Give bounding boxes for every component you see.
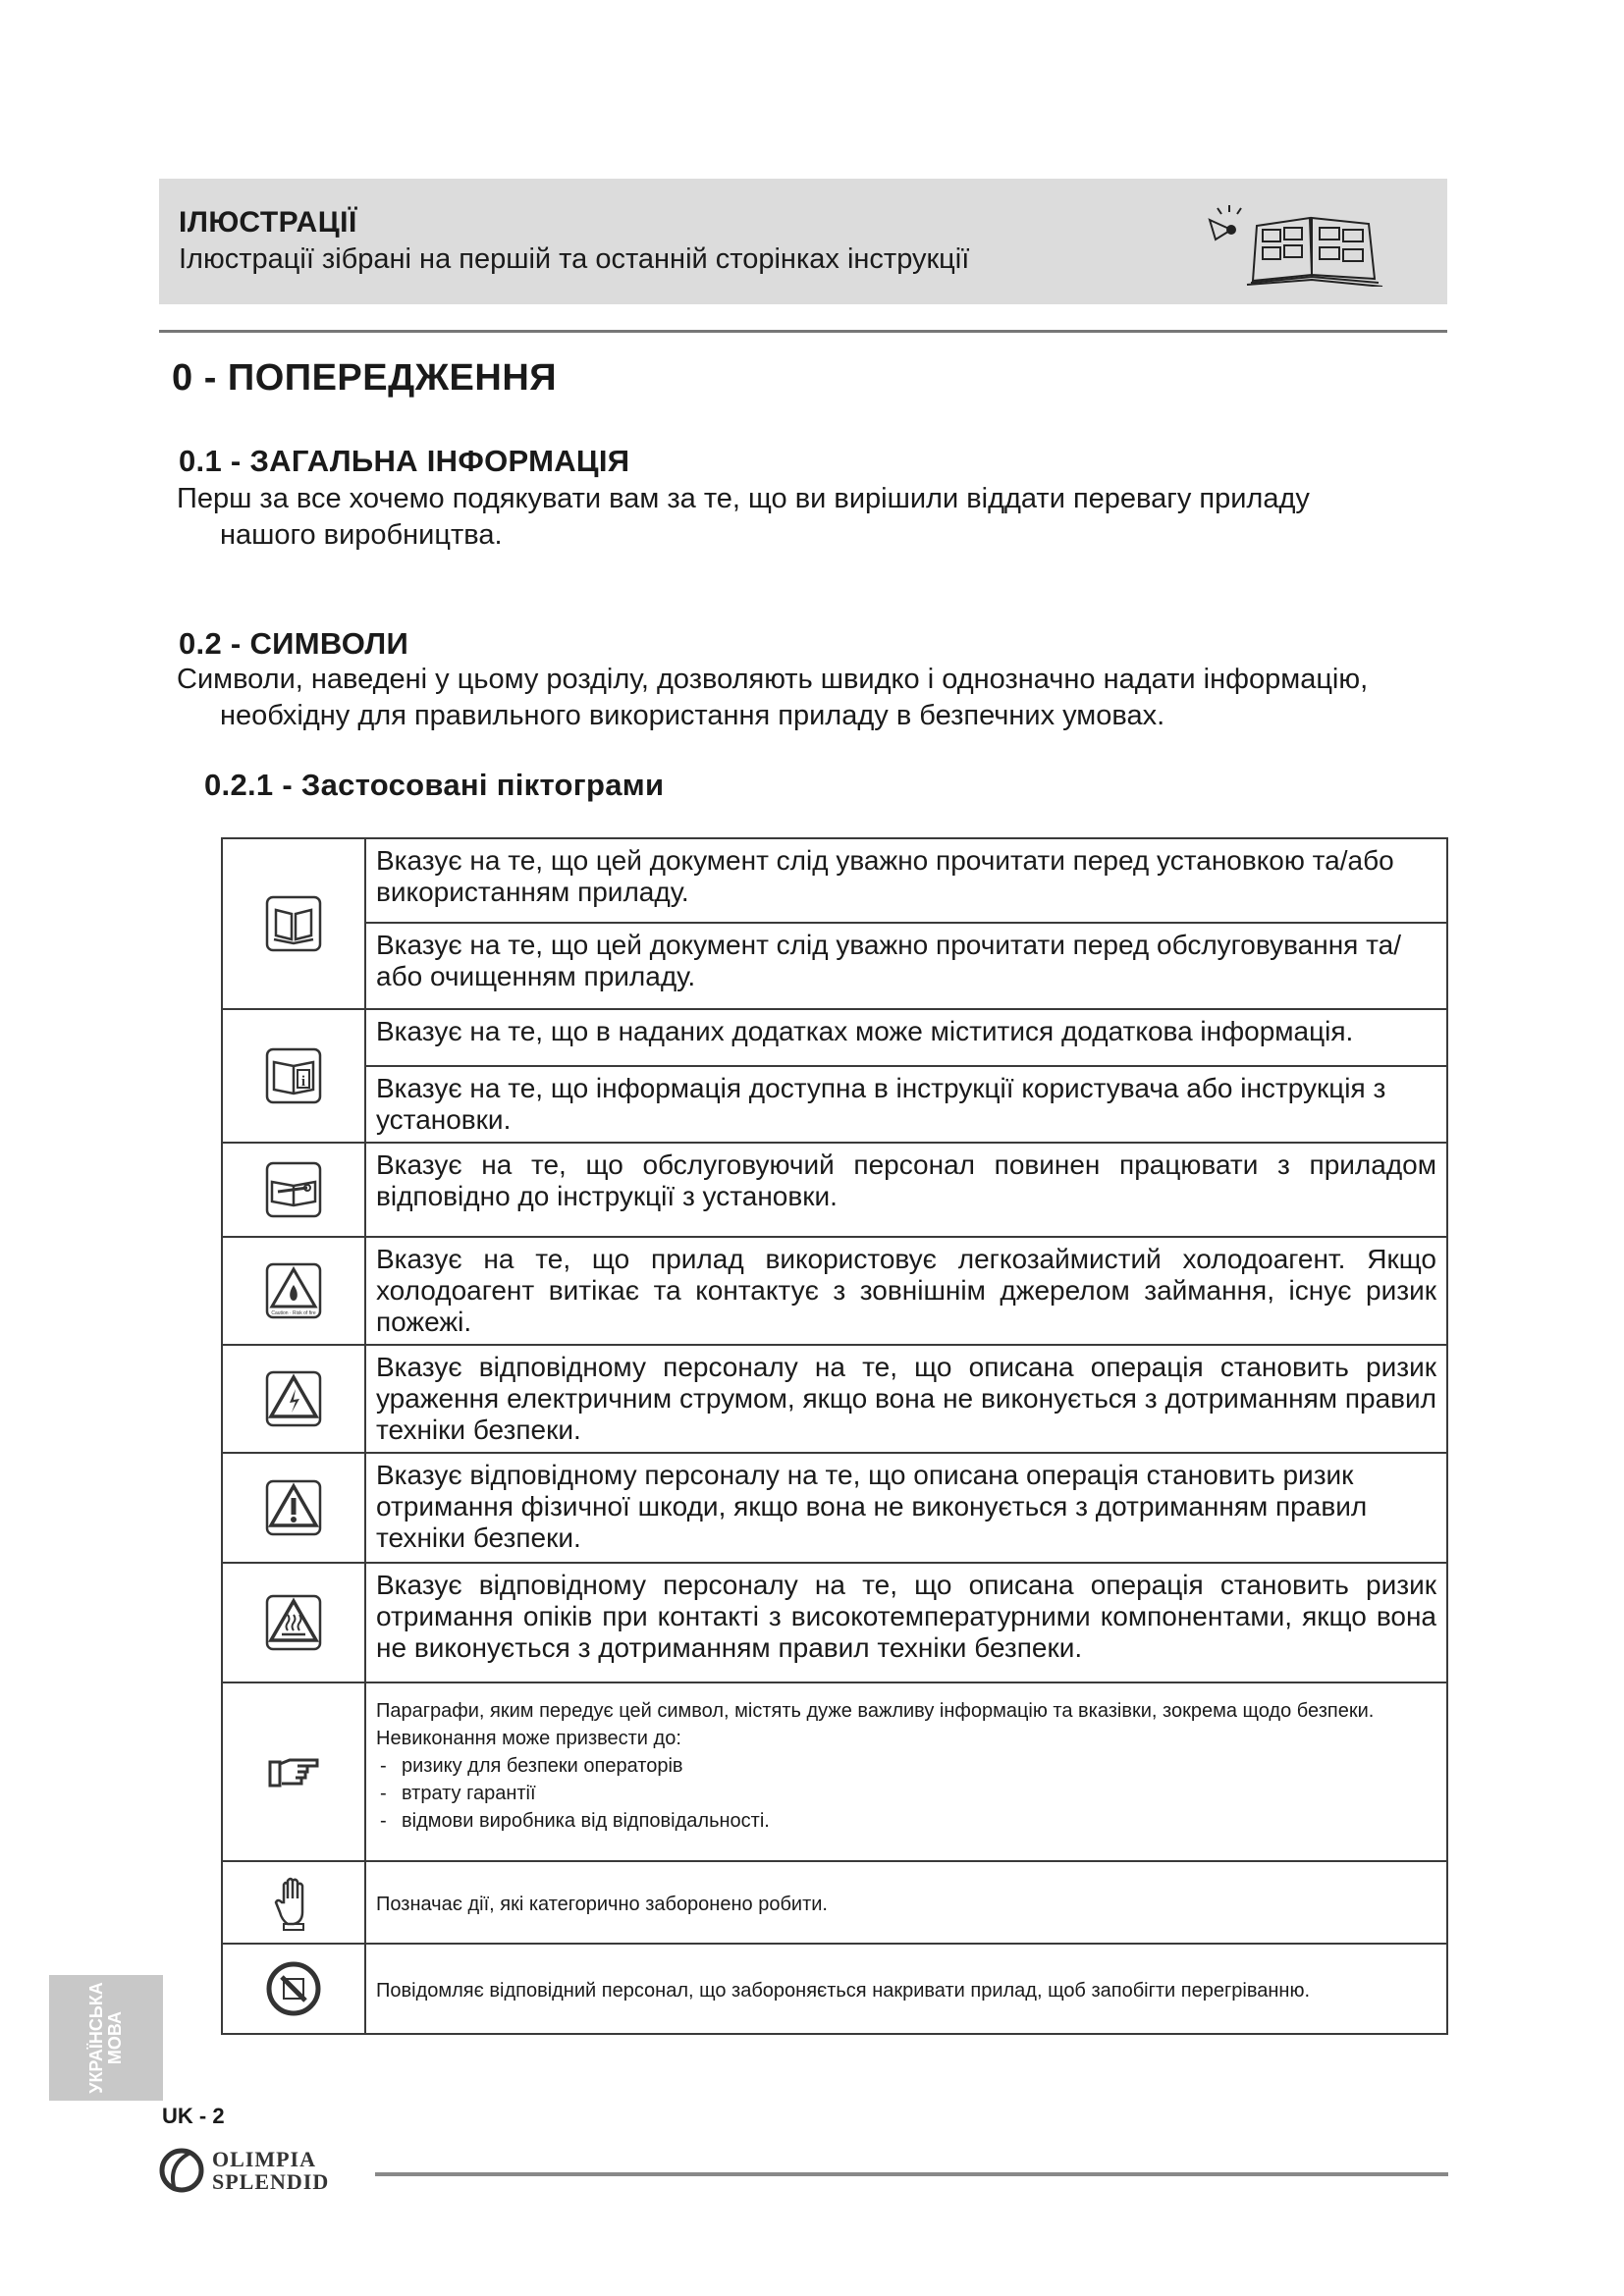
service-manual-icon	[264, 1160, 323, 1219]
banner-title: ІЛЮСТРАЦІЇ	[179, 206, 357, 239]
brand-name-line2: SPLENDID	[212, 2169, 330, 2194]
pictogram-text: Вказує на те, що прилад використовує легкозаймистий холодоагент. Якщо холодоагент витікає та контактує з зовнішнім джерелом займання, існує ризик пожежі.	[365, 1237, 1447, 1345]
section-0-2-line2: необхідну для правильного використання приладу в безпечних умовах.	[220, 700, 1165, 731]
section-0-2-1-title: 0.2.1 - Застосовані піктограми	[204, 768, 665, 802]
table-row	[222, 1345, 1447, 1453]
icon-cell	[222, 1682, 365, 1861]
section-0-2-title: 0.2 - СИМВОЛИ	[179, 626, 409, 661]
side-tab-label	[87, 1982, 125, 2094]
banner-divider	[159, 330, 1447, 333]
table-row	[222, 1143, 1447, 1237]
side-tab-line2: МОВА	[105, 2010, 125, 2065]
section-0-1-title: 0.1 - ЗАГАЛЬНА ІНФОРМАЦІЯ	[179, 444, 630, 478]
stop-hand-icon	[264, 1873, 323, 1932]
note-text	[365, 1682, 1447, 1861]
icon-cell	[222, 1237, 365, 1345]
banner-subtitle: Ілюстрації зібрані на першій та останній сторінках інструкції	[179, 243, 970, 275]
icon-cell	[222, 1944, 365, 2034]
pointing-hand-icon	[264, 1742, 323, 1801]
svg-text:i: i	[300, 1074, 306, 1090]
note-intro: Параграфи, яким передує цей символ, містять дуже важливу інформацію та вказівки, зокрема щодо безпеки.	[376, 1700, 1375, 1722]
info-manual-icon	[264, 1046, 323, 1105]
brand-logo-icon	[157, 2147, 206, 2194]
table-row	[222, 1861, 1447, 1944]
table-row	[222, 923, 1447, 1009]
section-0-1-line2: нашого виробництва.	[220, 519, 503, 551]
table-row	[222, 1237, 1447, 1345]
pictogram-text: Вказує відповідному персоналу на те, що описана операція становить ризик отримання фізичної шкоди, якщо вона не виконується з дотриманням правил техніки безпеки.	[365, 1453, 1447, 1563]
flammable-caption: Caution · Risk of fire	[271, 1310, 316, 1316]
pictogram-text: Вказує на те, що інформація доступна в інструкції користувача або інструкція з установки.	[365, 1066, 1447, 1143]
side-tab-line1: УКРАЇНСЬКА	[86, 1982, 106, 2094]
table-row	[222, 1066, 1447, 1143]
list-item: - ризику для безпеки операторів	[376, 1752, 1436, 1780]
brand-name-line1: OLIMPIA	[212, 2147, 316, 2171]
pictogram-text: Вказує на те, що цей документ слід уважно прочитати перед установкою та/або використанням приладу.	[365, 838, 1447, 923]
brand-logo	[157, 2145, 373, 2196]
list-item: - втрату гарантії	[376, 1780, 1436, 1807]
electric-hazard-icon	[264, 1369, 323, 1428]
table-row	[222, 1563, 1447, 1682]
note-list	[376, 1752, 1436, 1835]
icon-cell	[222, 1861, 365, 1944]
icon-cell	[222, 1009, 365, 1143]
do-not-cover-icon	[264, 1959, 323, 2018]
table-row	[222, 1682, 1447, 1861]
table-row	[222, 1944, 1447, 2034]
icon-cell	[222, 1345, 365, 1453]
section-0-title: 0 - ПОПЕРЕДЖЕННЯ	[172, 357, 558, 399]
icon-cell	[222, 1563, 365, 1682]
book-illustrations-icon	[1202, 196, 1437, 287]
general-warning-icon	[264, 1478, 323, 1537]
table-row	[222, 1453, 1447, 1563]
list-item: - відмови виробника від відповідальності.	[376, 1807, 1436, 1835]
pictogram-text: Вказує відповідному персоналу на те, що описана операція становить ризик отримання опіків при контакті з високотемпературними компонентами, якщо вона не виконується з дотриманням правил техніки безпеки.	[365, 1563, 1447, 1682]
read-manual-icon	[264, 894, 323, 953]
pictogram-table	[221, 837, 1448, 2035]
section-0-1-text	[177, 481, 1310, 554]
pictogram-text: Вказує на те, що в наданих додатках може міститися додаткова інформація.	[365, 1009, 1447, 1066]
footer-divider	[375, 2172, 1448, 2176]
section-0-1-line1: Перш за все хочемо подякувати вам за те, що ви вирішили віддати перевагу приладу	[177, 483, 1310, 514]
language-side-tab	[49, 1975, 163, 2101]
section-0-2-line1: Символи, наведені у цьому розділу, дозволяють швидко і однозначно надати інформацію,	[177, 664, 1369, 695]
icon-cell	[222, 1143, 365, 1237]
flammable-warning-icon	[264, 1261, 323, 1320]
note-lead: Невиконання може призвести до:	[376, 1728, 681, 1749]
pictogram-text: Вказує відповідному персоналу на те, що описана операція становить ризик ураження електричним струмом, якщо вона не виконується з дотриманням правил техніки безпеки.	[365, 1345, 1447, 1453]
prohibited-text: Позначає дії, які категорично заборонено робити.	[365, 1861, 1447, 1944]
illustrations-banner	[159, 179, 1447, 304]
table-row	[222, 1009, 1447, 1066]
pictogram-text: Вказує на те, що обслуговуючий персонал повинен працювати з приладом відповідно до інструкції з установки.	[365, 1143, 1447, 1237]
page-number: UK - 2	[162, 2104, 225, 2128]
section-0-2-text	[177, 662, 1368, 734]
no-cover-text: Повідомляє відповідний персонал, що забороняється накривати прилад, щоб запобігти перегріванню.	[365, 1944, 1447, 2034]
icon-cell	[222, 838, 365, 1009]
pictogram-text: Вказує на те, що цей документ слід уважно прочитати перед обслуговування та/або очищенням приладу.	[365, 923, 1447, 1009]
hot-surface-icon	[264, 1593, 323, 1652]
table-row	[222, 838, 1447, 923]
icon-cell	[222, 1453, 365, 1563]
